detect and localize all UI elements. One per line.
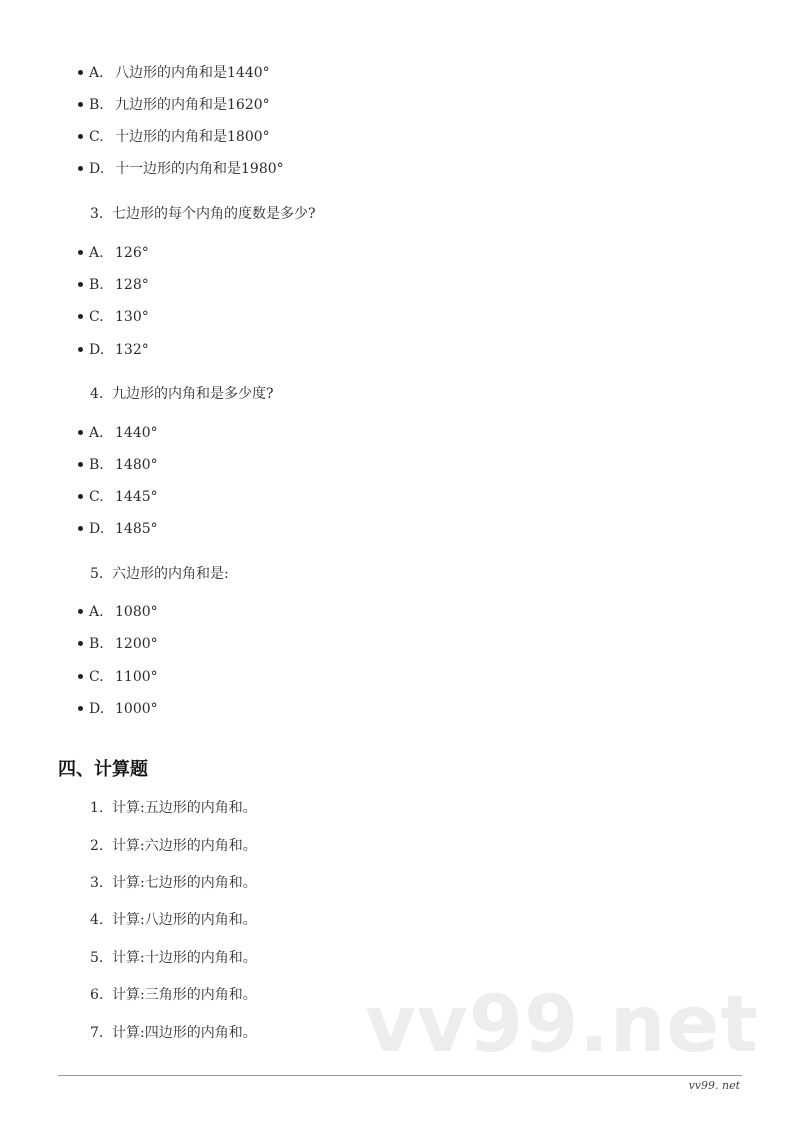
option-q2-a: A. 八边形的内角和是1440° [78,64,270,82]
bullet-icon [78,70,83,75]
calc-item: 3. 计算:七边形的内角和。 [90,875,257,891]
option-q5-a: A. 1080° [78,603,158,621]
watermark: vv99.net [365,980,759,1070]
question-4: 4. 九边形的内角和是多少度? [90,386,274,402]
option-q4-b: B. 1480° [78,456,158,474]
question-3: 3. 七边形的每个内角的度数是多少? [90,206,316,222]
footer-divider [58,1075,742,1076]
option-q5-d: D. 1000° [78,700,158,718]
calc-item: 1. 计算:五边形的内角和。 [90,800,257,816]
bullet-icon [78,347,83,352]
option-q3-a: A. 126° [78,244,149,262]
bullet-icon [78,134,83,139]
option-q3-b: B. 128° [78,276,149,294]
bullet-icon [78,166,83,171]
bullet-icon [78,494,83,499]
option-q4-c: C. 1445° [78,488,158,506]
bullet-icon [78,282,83,287]
question-5: 5. 六边形的内角和是: [90,566,229,582]
calc-item: 6. 计算:三角形的内角和。 [90,987,257,1003]
footer-site: vv99. net [688,1079,740,1092]
bullet-icon [78,641,83,646]
option-q5-b: B. 1200° [78,635,158,653]
bullet-icon [78,250,83,255]
option-q3-d: D. 132° [78,341,149,359]
calc-item: 4. 计算:八边形的内角和。 [90,912,257,928]
bullet-icon [78,609,83,614]
bullet-icon [78,706,83,711]
bullet-icon [78,430,83,435]
section-title: 四、计算题 [58,759,148,780]
bullet-icon [78,526,83,531]
option-q2-b: B. 九边形的内角和是1620° [78,96,270,114]
calc-item: 5. 计算:十边形的内角和。 [90,950,257,966]
bullet-icon [78,314,83,319]
option-q5-c: C. 1100° [78,668,158,686]
option-q4-a: A. 1440° [78,424,158,442]
option-q2-c: C. 十边形的内角和是1800° [78,128,270,146]
option-q3-c: C. 130° [78,308,149,326]
option-q4-d: D. 1485° [78,520,158,538]
bullet-icon [78,102,83,107]
bullet-icon [78,462,83,467]
calc-item: 2. 计算:六边形的内角和。 [90,838,257,854]
option-q2-d: D. 十一边形的内角和是1980° [78,160,284,178]
calc-item: 7. 计算:四边形的内角和。 [90,1025,257,1041]
bullet-icon [78,674,83,679]
